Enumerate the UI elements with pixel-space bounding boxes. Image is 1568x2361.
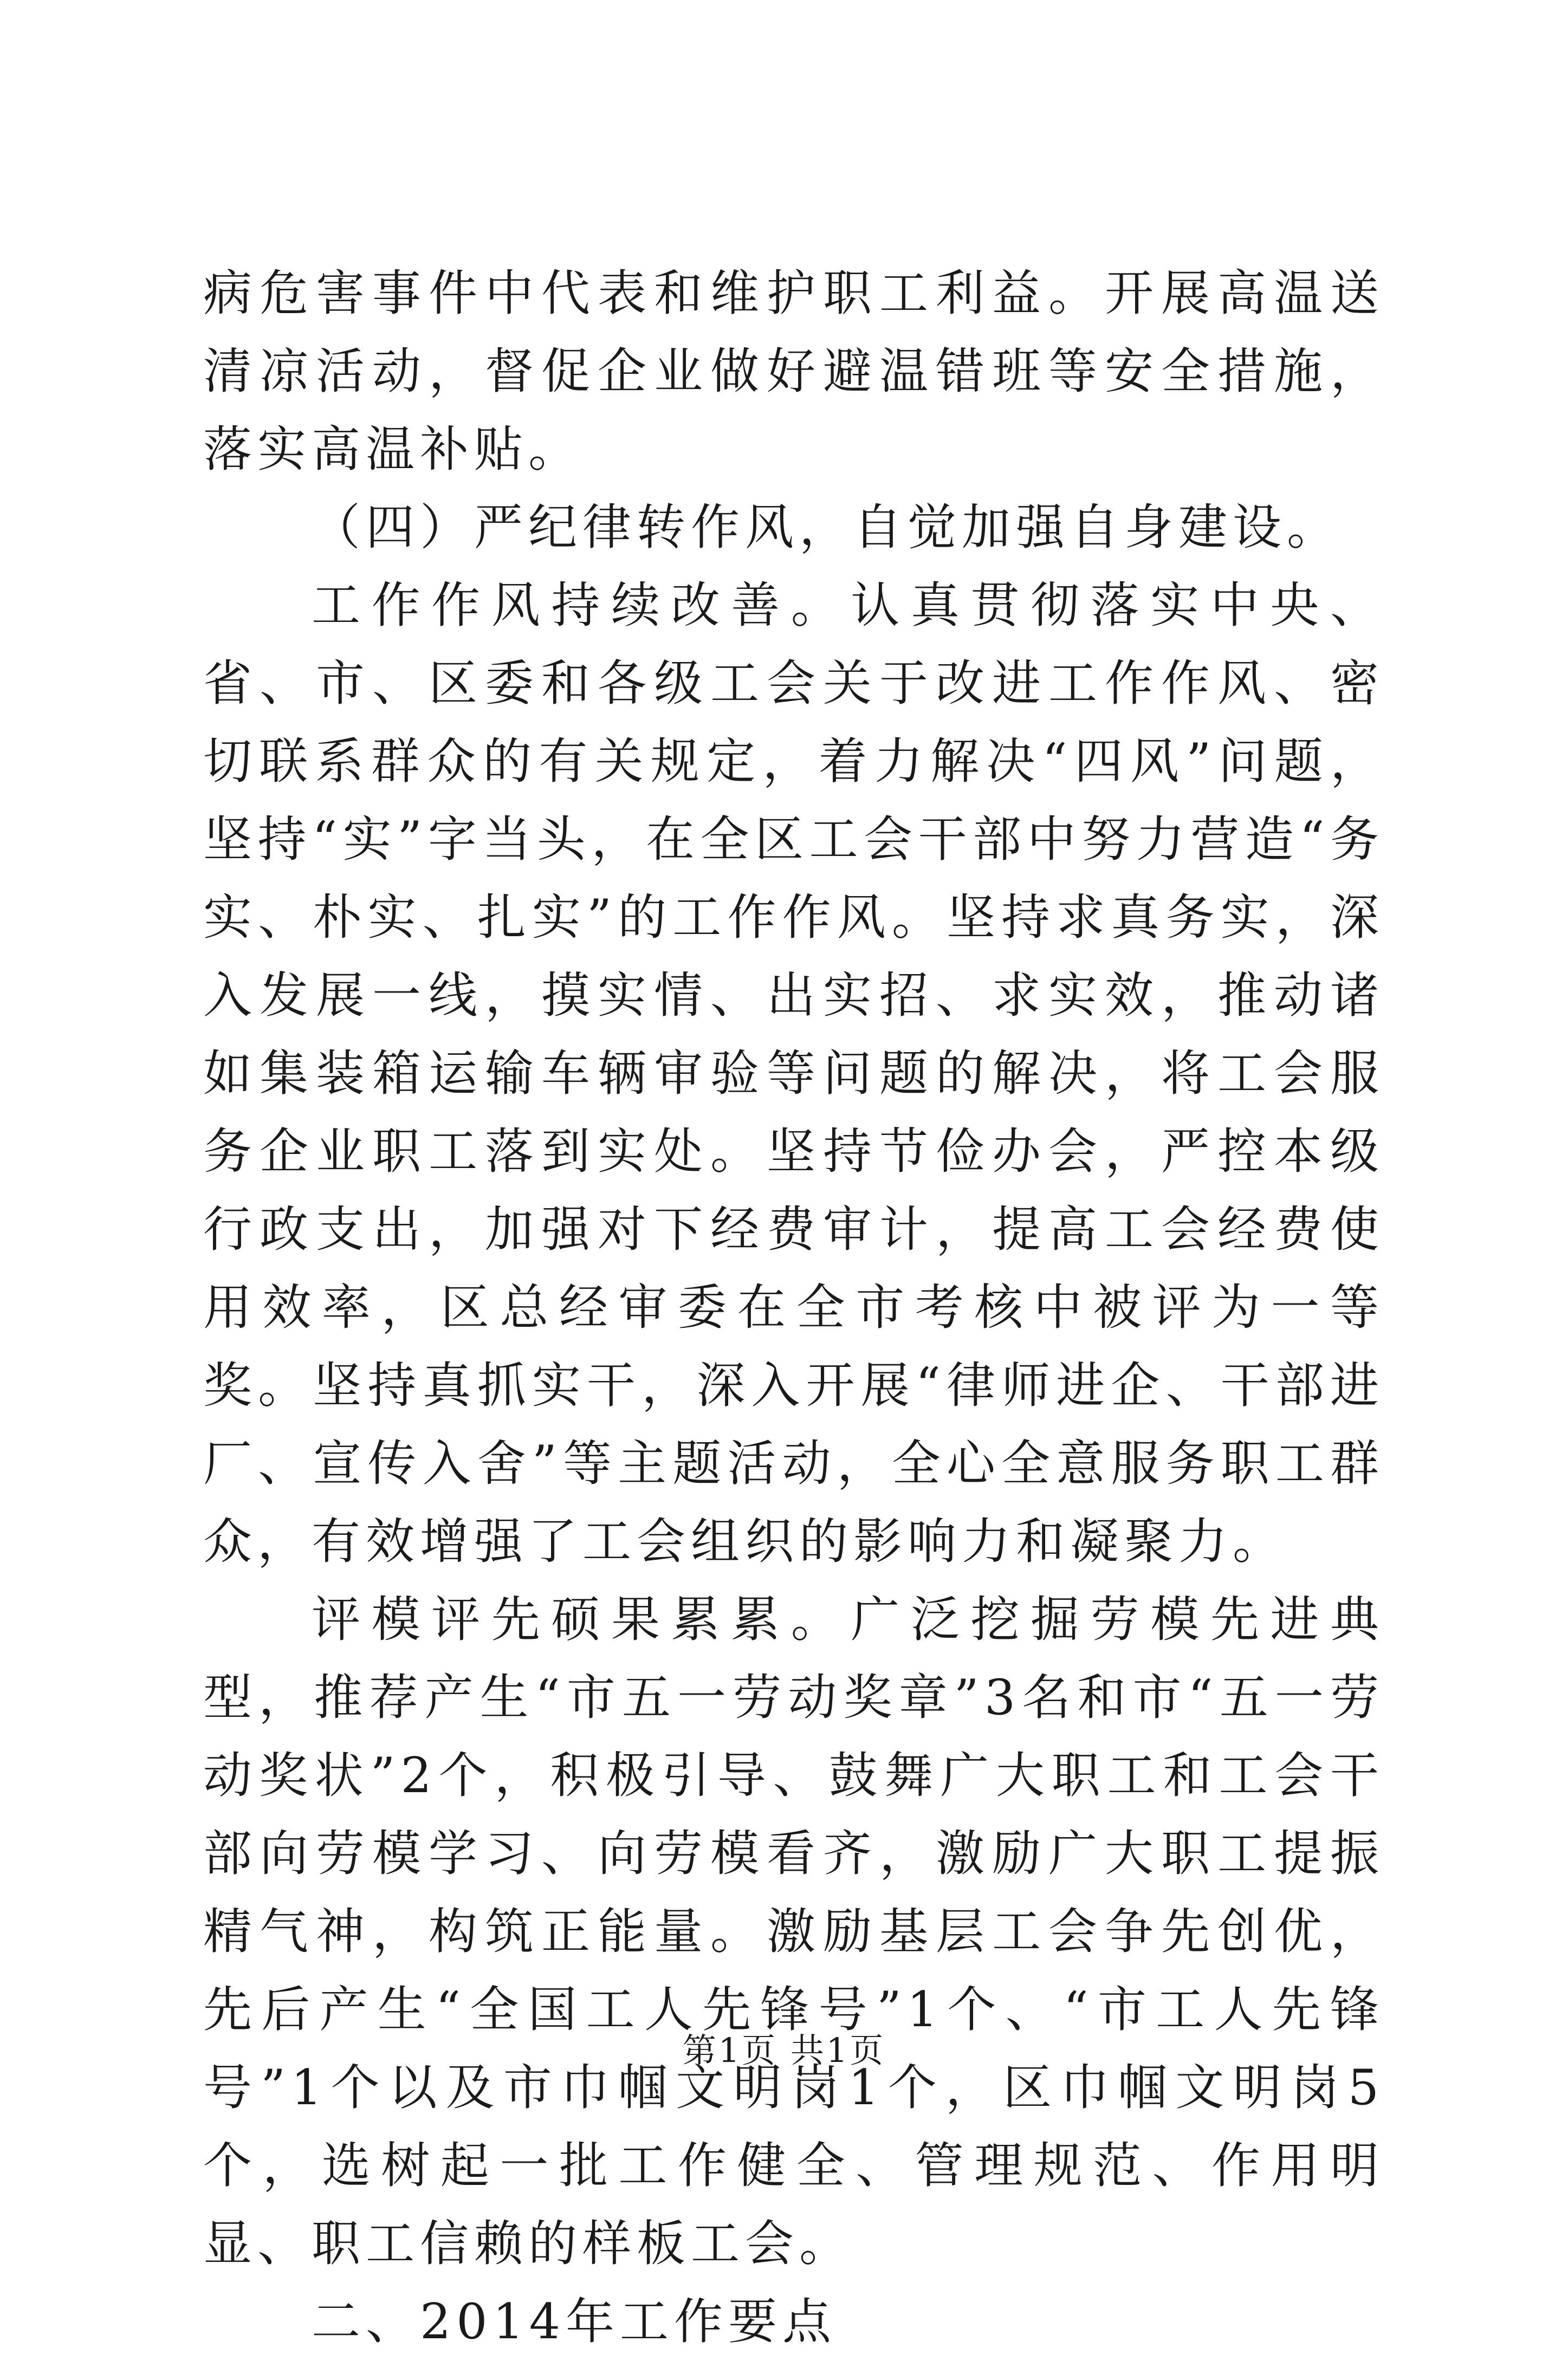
paragraph-model-awards: 评模评先硕果累累。广泛挖掘劳模先进典型，推荐产生“市五一劳动奖章”3名和市“五一劳动奖状”2个，积极引导、鼓舞广大职工和工会干部向劳模学习、向劳模看齐，激励广大职工提振精气神，构筑正能量。激励基层工会争先创优，先后产生“全国工人先锋号”1个、“市工人先锋号”1个以及市巾帼文明岗1个，区巾帼文明岗5个，选树起一批工作健全、管理规范、作用明显、职工信赖的样板工会。 (203, 1591, 1384, 2272)
page-footer: 第1页 共1页 (682, 2031, 886, 2070)
section-heading-2014: 二、2014年工作要点 (312, 2293, 837, 2350)
section-heading-four: （四）严纪律转作风，自觉加强自身建设。 (312, 499, 1341, 556)
paragraph-work-style: 工作作风持续改善。认真贯彻落实中央、省、市、区委和各级工会关于改进工作作风、密切联系群众的有关规定，着力解决“四风”问题，坚持“实”字当头，在全区工会干部中努力营造“务实、朴实、扎实”的工作作风。坚持求真务实，深入发展一线，摸实情、出实招、求实效，推动诸如集装箱运输车辆审验等问题的解决，将工会服务企业职工落到实处。坚持节俭办会，严控本级行政支出，加强对下经费审计，提高工会经费使用效率，区总经审委在全市考核中被评为一等奖。坚持真抓实干，深入开展“律师进企、干部进厂、宣传入舍”等主题活动，全心全意服务职工群众，有效增强了工会组织的影响力和凝聚力。 (203, 577, 1384, 1570)
paragraph-continuation: 病危害事件中代表和维护职工利益。开展高温送清凉活动，督促企业做好避温错班等安全措施，落实高温补贴。 (203, 265, 1384, 478)
